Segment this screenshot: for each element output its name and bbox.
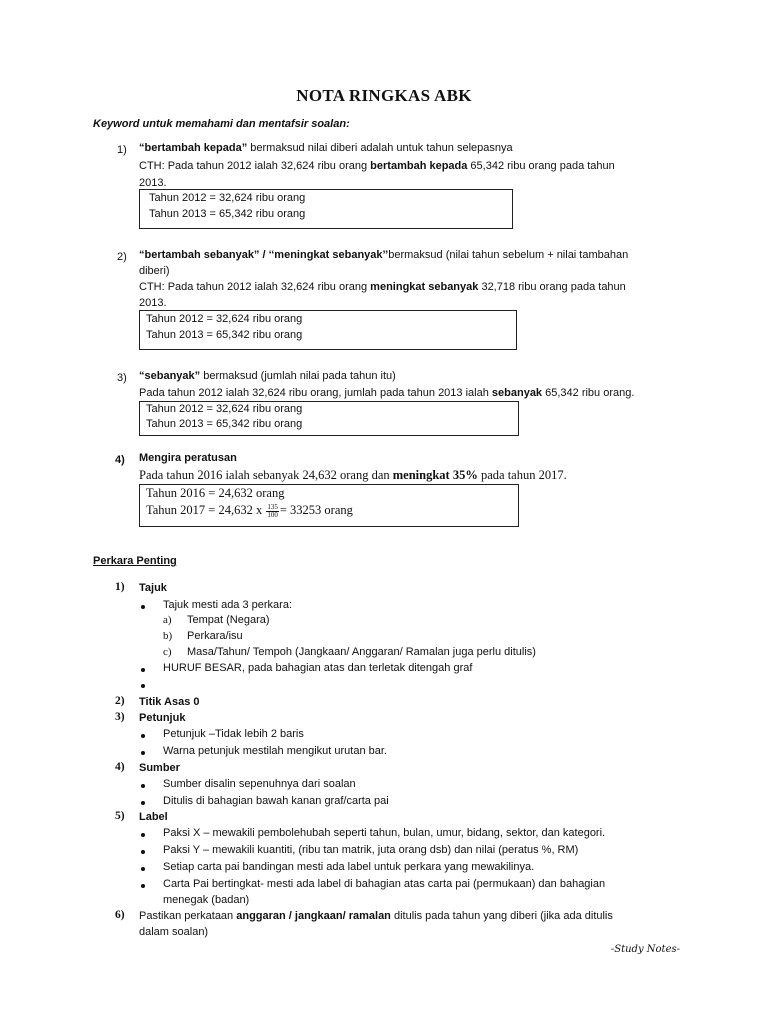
- box-line: Tahun 2012 = 32,624 ribu orang: [149, 192, 306, 204]
- item-1-desc: bermaksud nilai diberi adalah untuk tahun selepasnya: [247, 142, 513, 154]
- item-3-example-pre: Pada tahun 2012 ialah 32,624 ribu orang, jumlah pada tahun 2013 ialah: [139, 387, 492, 399]
- sumber-bullet-1: Sumber disalin sepenuhnya dari soalan: [163, 778, 356, 790]
- item-2-example-pre: CTH: Pada tahun 2012 ialah 32,624 ribu orang: [139, 281, 371, 293]
- item-1-term: “bertambah kepada”: [139, 142, 248, 154]
- item-2-example: [139, 279, 626, 295]
- page-title: NOTA RINGKAS ABK: [296, 86, 472, 105]
- label-bullet-3: Setiap carta pai bandingan mesti ada label untuk perkara yang mewakilinya.: [163, 861, 535, 873]
- petunjuk-bullet-1: Petunjuk –Tidak lebih 2 baris: [163, 728, 304, 740]
- box-line: Tahun 2016 = 24,632 orang: [146, 486, 285, 500]
- bullet-icon: [141, 801, 145, 805]
- item-4-example-bold: meningkat 35%: [392, 468, 478, 482]
- item-6-post: ditulis pada tahun yang diberi (jika ada ditulis: [390, 910, 613, 922]
- item-3-example-bold: sebanyak: [491, 387, 543, 399]
- sub-letter: c): [163, 646, 172, 658]
- bullet-icon: [141, 884, 145, 888]
- item-6-text: [139, 910, 613, 922]
- item-2-desc-cont: diberi): [139, 265, 170, 277]
- box-line: Tahun 2013 = 65,342 ribu orang: [149, 208, 306, 220]
- bullet-icon: [141, 605, 145, 609]
- item-4-example-pre: Pada tahun 2016 ialah sebanyak 24,632 orang dan: [139, 468, 393, 482]
- item-4-term: Mengira peratusan: [139, 452, 237, 464]
- item-1-example: [139, 158, 615, 174]
- study-notes-signature: -Study Notes-: [610, 944, 680, 955]
- section-label-label: Label: [139, 811, 168, 823]
- section-label-petunjuk: Petunjuk: [139, 712, 186, 724]
- section-number: 5): [115, 810, 125, 822]
- section-number: 6): [115, 909, 125, 921]
- item-2-term: “bertambah sebanyak” / ‘‘meningkat sebanyak’’: [139, 249, 389, 261]
- section-label-sumber: Sumber: [139, 762, 180, 774]
- item-2-example-bold: meningkat sebanyak: [370, 281, 479, 293]
- item-3-desc: bermaksud (jumlah nilai pada tahun itu): [200, 370, 396, 382]
- item-3-term: “sebanyak”: [139, 370, 201, 382]
- item-3-text: [139, 368, 396, 384]
- bullet-icon: [141, 833, 145, 837]
- bullet-icon: [141, 850, 145, 854]
- sub-letter: b): [163, 630, 173, 642]
- petunjuk-bullet-2: Warna petunjuk mestilah mengikut urutan bar.: [163, 745, 387, 757]
- item-1-example-cont: 2013.: [139, 177, 167, 189]
- item-1-example-bold: bertambah kepada: [370, 160, 468, 172]
- box-line: Tahun 2013 = 65,342 ribu orang: [146, 418, 303, 430]
- tajuk-sub-b: Perkara/isu: [187, 630, 243, 642]
- item-1-number: 1): [117, 144, 127, 156]
- section-number: 4): [115, 761, 125, 773]
- bullet-icon: [141, 668, 145, 672]
- item-4-number: 4): [115, 454, 125, 466]
- formula-pre: Tahun 2017 = 24,632 x: [146, 503, 266, 517]
- label-bullet-2: Paksi Y – mewakili kuantiti, (ribu tan matrik, juta orang dsb) dan nilai (peratus %, RM): [163, 844, 579, 856]
- item-4-example: [139, 468, 567, 483]
- section-number: 2): [115, 695, 125, 707]
- item-2-number: 2): [117, 251, 127, 263]
- item-6-pre: Pastikan perkataan: [139, 910, 237, 922]
- item-2-text: [139, 247, 628, 263]
- bullet-icon: [141, 684, 145, 688]
- formula-post: = 33253 orang: [279, 503, 353, 517]
- item-2-desc: bermaksud (nilai tahun sebelum + nilai tambahan: [388, 249, 629, 261]
- fraction-numerator: 135: [267, 502, 278, 511]
- box-line: Tahun 2013 = 65,342 ribu orang: [146, 329, 303, 341]
- bullet-icon: [141, 784, 145, 788]
- section-number: 1): [115, 581, 125, 593]
- item-2-box: [139, 310, 517, 350]
- item-2-example-cont: 2013.: [139, 297, 167, 309]
- label-bullet-4: Carta Pai bertingkat- mesti ada label di bahagian atas carta pai (permukaan) dan bahagian: [163, 878, 606, 890]
- label-bullet-4-cont: menegak (badan): [163, 894, 250, 906]
- item-6-bold: anggaran / jangkaan/ ramalan: [236, 910, 391, 922]
- item-3-number: 3): [117, 372, 127, 384]
- section-number: 3): [115, 711, 125, 723]
- box-line: Tahun 2012 = 32,624 ribu orang: [146, 403, 303, 415]
- tajuk-sub-a: Tempat (Negara): [187, 614, 270, 626]
- item-2-example-post: 32,718 ribu orang pada tahun: [478, 281, 626, 293]
- sumber-bullet-2: Ditulis di bahagian bawah kanan graf/carta pai: [163, 795, 389, 807]
- tajuk-sub-c: Masa/Tahun/ Tempoh (Jangkaan/ Anggaran/ Ramalan juga perlu ditulis): [187, 646, 536, 658]
- keyword-heading: Keyword untuk memahami dan mentafsir soalan:: [93, 118, 350, 130]
- tajuk-bullet-2: HURUF BESAR, pada bahagian atas dan terletak ditengah graf: [163, 662, 473, 674]
- item-1-example-pre: CTH: Pada tahun 2012 ialah 32,624 ribu orang: [139, 160, 371, 172]
- bullet-icon: [141, 867, 145, 871]
- sub-letter: a): [163, 614, 172, 626]
- item-4-box: [139, 484, 519, 527]
- item-3-example: [139, 385, 634, 401]
- box-line: Tahun 2012 = 32,624 ribu orang: [146, 313, 303, 325]
- section-label-titik-asas: Titik Asas 0: [139, 696, 200, 708]
- bullet-icon: [141, 734, 145, 738]
- item-1-example-post: 65,342 ribu orang pada tahun: [467, 160, 615, 172]
- item-3-box: [139, 401, 519, 436]
- item-4-example-post: pada tahun 2017.: [477, 468, 567, 482]
- section-label-tajuk: Tajuk: [139, 582, 167, 594]
- fraction: [266, 504, 279, 519]
- item-3-example-post: 65,342 ribu orang.: [542, 387, 635, 399]
- tajuk-bullet-1: Tajuk mesti ada 3 perkara:: [163, 599, 293, 611]
- item-1-text: [139, 140, 513, 156]
- box-line-formula: [140, 501, 518, 519]
- label-bullet-1: Paksi X – mewakili pembolehubah seperti tahun, bulan, umur, bidang, sektor, dan kategori.: [163, 827, 606, 839]
- fraction-denominator: 100: [267, 510, 278, 519]
- perkara-heading: Perkara Penting: [93, 555, 177, 567]
- bullet-icon: [141, 751, 145, 755]
- item-6-cont: dalam soalan): [139, 926, 209, 938]
- item-1-box: [139, 189, 513, 229]
